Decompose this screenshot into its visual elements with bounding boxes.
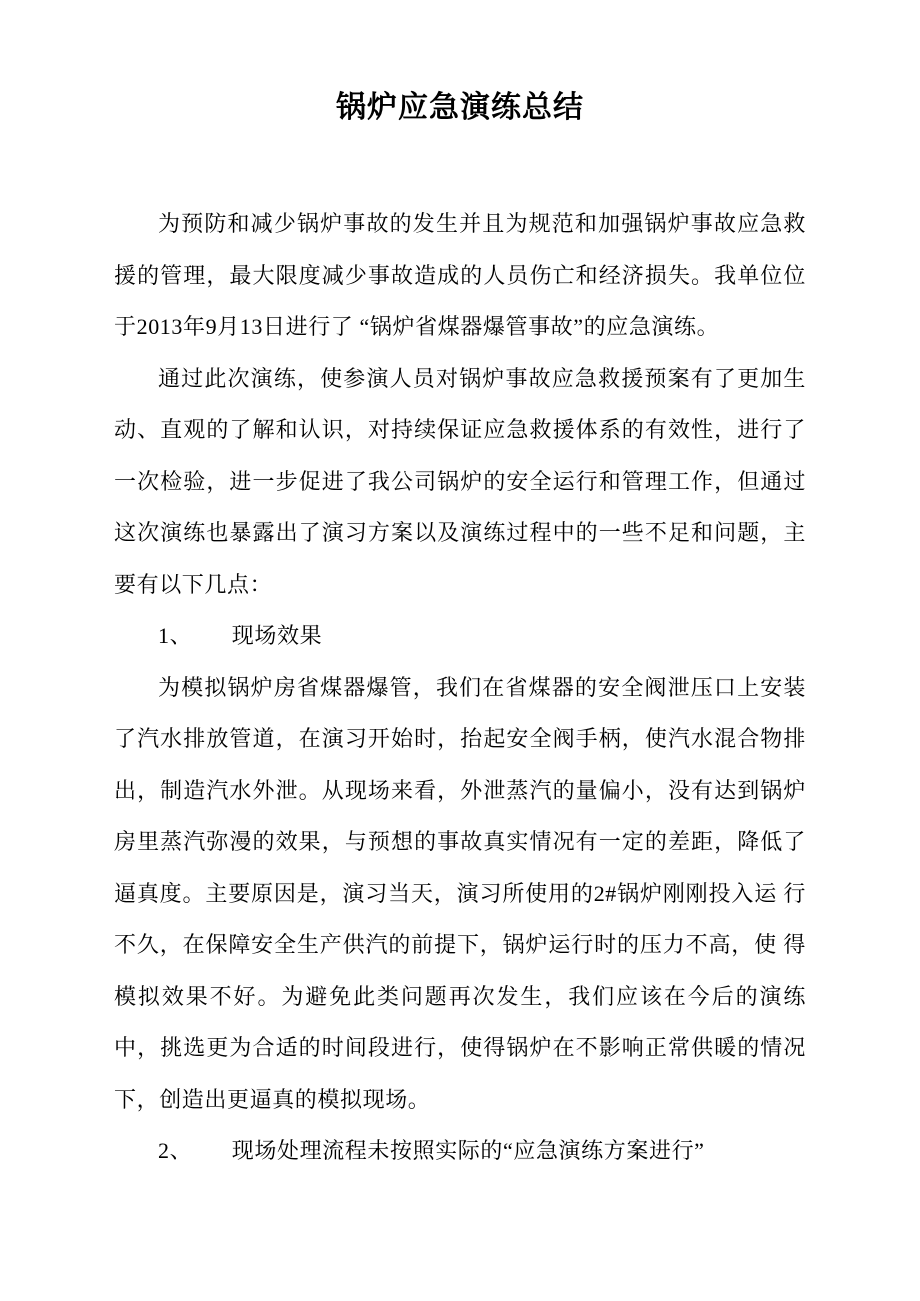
list-item-1 <box>114 610 806 662</box>
list-item-1-number: 1、 <box>158 623 193 648</box>
document-title: 锅炉应急演练总结 <box>336 91 584 124</box>
list-item-1-text: 现场效果 <box>231 623 323 648</box>
paragraph-intro: 为预防和减少锅炉事故的发生并且为规范和加强锅炉事故应急救援的管理，最大限度减少事故造成的人员伤亡和经济损失。我单位位于2013年9月13日进行了 “锅炉省煤器爆管事故”的应急演练。 <box>114 211 806 339</box>
paragraph-scene-effect: 为模拟锅炉房省煤器爆管，我们在省煤器的安全阀泄压口上安装了汽水排放管道，在演习开始时，抬起安全阀手柄，使汽水混合物排出，制造汽水外泄。从现场来看，外泄蒸汽的量偏小，没有达到锅炉房里蒸汽弥漫的效果，与预想的事故真实情况有一定的差距，降低了逼真度。主要原因是，演习当天，演习所使用的2#锅炉刚刚投入运 行不久，在保障安全生产供汽的前提下，锅炉运行时的压力不高，使 得模拟效果不好。为避免此类问题再次发生，我们应该在今后的演练 中，挑选更为合适的时间段进行，使得锅炉在不影响正常供暖的情况 下，创造出更逼真的模拟现场。 <box>114 674 806 1112</box>
list-item-2-text: 现场处理流程未按照实际的“应急演练方案进行” <box>231 1138 705 1163</box>
list-item-2-number: 2、 <box>158 1138 193 1163</box>
paragraph-overview: 通过此次演练，使参演人员对锅炉事故应急救援预案有了更加生动、直观的了解和认识，对持续保证应急救援体系的有效性，进行了一次检验，进一步促进了我公司锅炉的安全运行和管理工作，但通过这次演练也暴露出了演习方案以及演练过程中的一些不足和问题，主要有以下几点： <box>114 365 806 597</box>
document-body <box>114 198 806 1177</box>
list-item-2 <box>114 1125 806 1177</box>
